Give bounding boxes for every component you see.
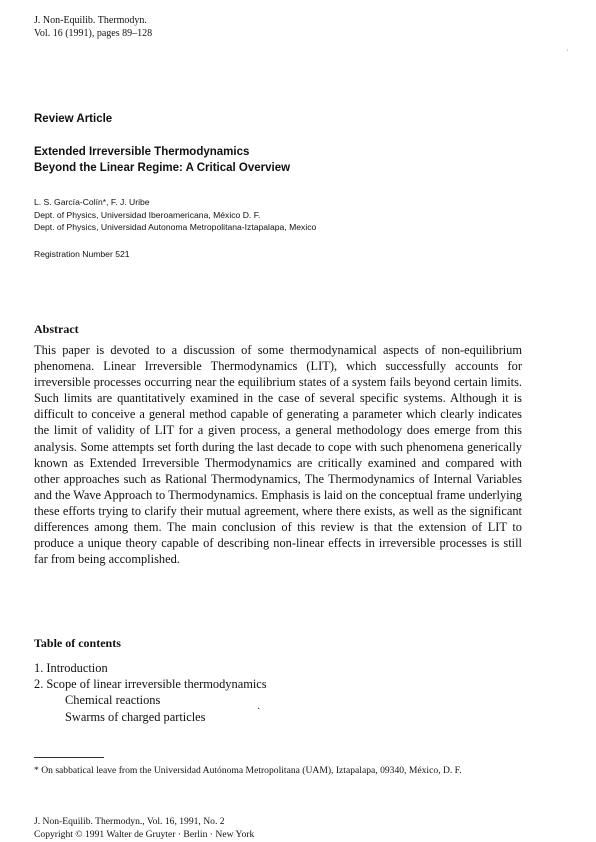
journal-name: J. Non-Equilib. Thermodyn. bbox=[34, 15, 147, 26]
stray-dot: · bbox=[257, 704, 261, 715]
footer-copyright: Copyright © 1991 Walter de Gruyter · Berlin · New York bbox=[34, 828, 255, 840]
abstract-heading: Abstract bbox=[34, 322, 79, 336]
article-type: Review Article bbox=[34, 113, 113, 125]
table-of-contents bbox=[34, 660, 554, 725]
footer-citation: J. Non-Equilib. Thermodyn., Vol. 16, 1991, No. 2 bbox=[34, 816, 225, 827]
author-block bbox=[34, 196, 554, 234]
page-footer bbox=[34, 816, 554, 841]
title-line-2: Beyond the Linear Regime: A Critical Overview bbox=[34, 162, 291, 174]
toc-heading: Table of contents bbox=[34, 636, 121, 650]
corner-mark: , bbox=[567, 46, 569, 52]
toc-subitem: Swarms of charged particles bbox=[65, 709, 206, 724]
footnote-rule bbox=[34, 757, 104, 758]
abstract-text: This paper is devoted to a discussion of some thermodynamical aspects of non-equilibrium phenomena. Linear Irreversible Thermodynamics (LIT), which successfully accounts for irreversible processes occurring near the equilibrium states of a system fails beyond certain limits. Such limits are quantitatively examined in the case of several specific systems. Although it is difficult to conceive a general method capable of generating a parameter which clearly indicates the limit of validity of LIT for a given process, a general methodology does emerge from this analysis. Some attempts set forth during the last decade to cope with such phenomena generically known as Extended Irreversible Thermodynamics are critically examined and compared with other approaches such as Rational Thermodynamics, The Thermodynamics of Internal Variables and the Wave Approach to Thermodynamics. Emphasis is laid on the conceptual frame underlying these efforts trying to clarify their mutual agreement, where there exists, as well as the significant differences among them. The main conclusion of this review is that the extension of LIT to produce a unique theory capable of describing non-linear effects in irreversible processes is still far from being accomplished. bbox=[34, 343, 522, 567]
affiliation-1: Dept. of Physics, Universidad Iberoamericana, México D. F. bbox=[34, 209, 261, 220]
journal-volume: Vol. 16 (1991), pages 89–128 bbox=[34, 28, 153, 39]
toc-item: 1. Introduction bbox=[34, 661, 108, 675]
toc-subitem: Chemical reactions bbox=[65, 693, 161, 708]
title-line-1: Extended Irreversible Thermodynamics bbox=[34, 146, 250, 158]
journal-header bbox=[34, 14, 554, 40]
footnote: * On sabbatical leave from the Universidad Autónoma Metropolitana (UAM), Iztapalapa, 09340, México, D. F. bbox=[34, 765, 462, 776]
article-title bbox=[34, 144, 554, 176]
affiliation-2: Dept. of Physics, Universidad Autonoma Metropolitana-Iztapalapa, Mexico bbox=[34, 222, 317, 232]
registration-number: Registration Number 521 bbox=[34, 249, 130, 259]
author-names: L. S. García-Colín*, F. J. Uribe bbox=[34, 197, 150, 207]
toc-item: 2. Scope of linear irreversible thermodynamics bbox=[34, 677, 267, 692]
